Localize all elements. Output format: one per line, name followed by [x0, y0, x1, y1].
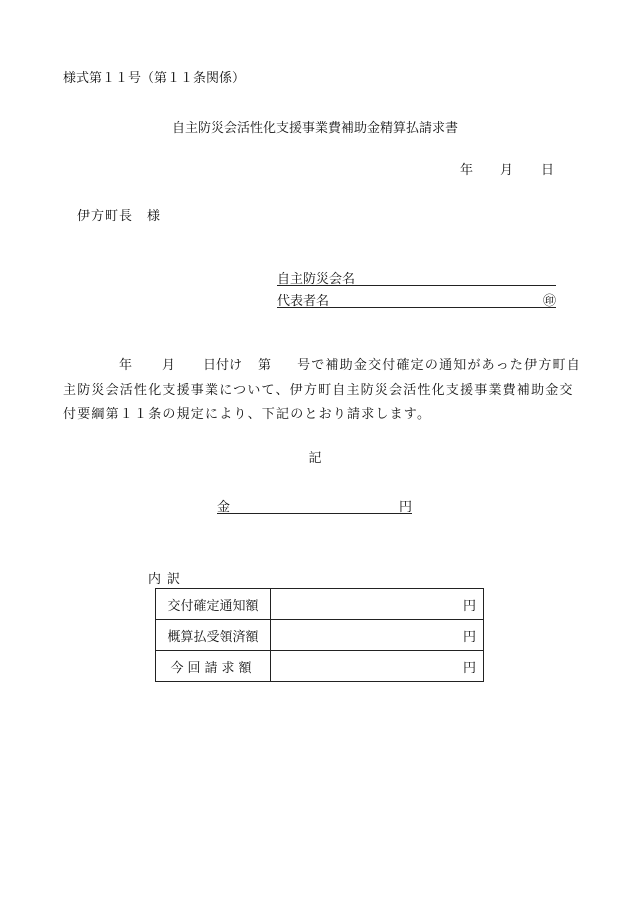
date-day-label: 日 — [541, 163, 555, 178]
row-label: 今回請求額 — [156, 651, 271, 682]
table-row — [156, 589, 484, 620]
form-number: 様式第１１号（第１１条関係） — [63, 71, 246, 86]
body-number-prefix: 第 — [258, 358, 272, 373]
row-label: 概算払受領済額 — [156, 620, 271, 651]
date-month-label: 月 — [500, 163, 514, 178]
date-year-label: 年 — [460, 163, 474, 178]
breakdown-title: 内訳 — [148, 572, 187, 587]
table-row — [156, 620, 484, 651]
body-year-label: 年 — [119, 358, 133, 373]
addressee: 伊方町長 様 — [77, 209, 162, 224]
body-day-label: 日付け — [203, 358, 243, 373]
row-unit: 円 — [271, 651, 484, 682]
representative-name-label: 代表者名 — [277, 294, 330, 309]
ki-heading: 記 — [308, 451, 322, 466]
body-month-label: 月 — [162, 358, 176, 373]
representative-name-field — [277, 289, 556, 308]
request-paragraph — [63, 354, 583, 428]
organization-name-label: 自主防災会名 — [277, 272, 356, 287]
row-unit: 円 — [271, 620, 484, 651]
body-text: 号で補助金交付確定の通知があった伊方町自主防災会活性化支援事業について、伊方町自主防災会活性化支援事業費補助金交付要綱第１１条の規定により、下記のとおり請求します。 — [63, 358, 581, 422]
organization-name-field — [277, 267, 556, 286]
row-label: 交付確定通知額 — [156, 589, 271, 620]
amount-unit: 円 — [398, 500, 412, 515]
seal-mark: ㊞ — [542, 294, 556, 309]
table-row — [156, 651, 484, 682]
breakdown-table — [155, 588, 484, 682]
amount-field — [217, 495, 412, 514]
amount-label: 金 — [217, 500, 231, 515]
document-title: 自主防災会活性化支援事業費補助金精算払請求書 — [171, 121, 458, 136]
row-unit: 円 — [271, 589, 484, 620]
